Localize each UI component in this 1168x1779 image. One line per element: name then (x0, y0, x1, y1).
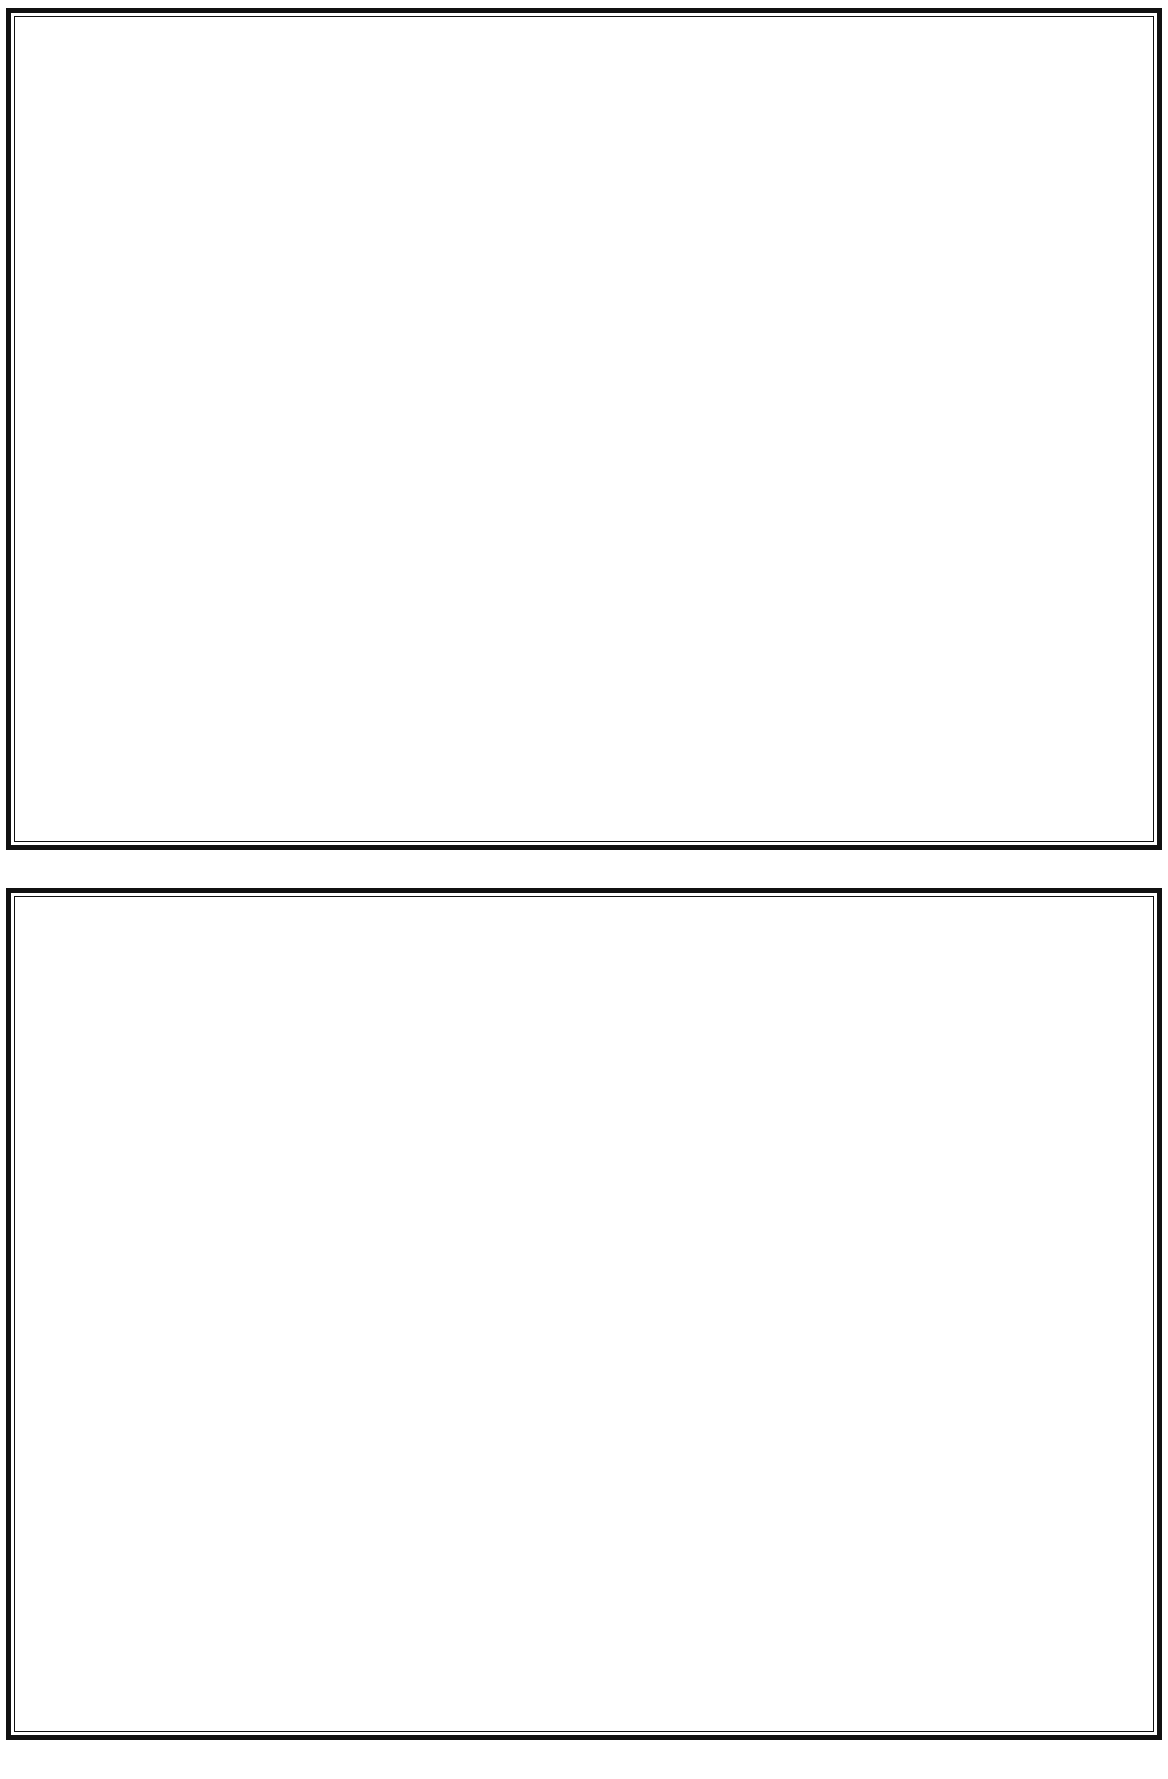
bottom-page-frame (6, 888, 1162, 1740)
top-page-frame (6, 8, 1162, 850)
top-page-columns (21, 23, 1147, 835)
bottom-page-columns (21, 903, 1147, 1725)
